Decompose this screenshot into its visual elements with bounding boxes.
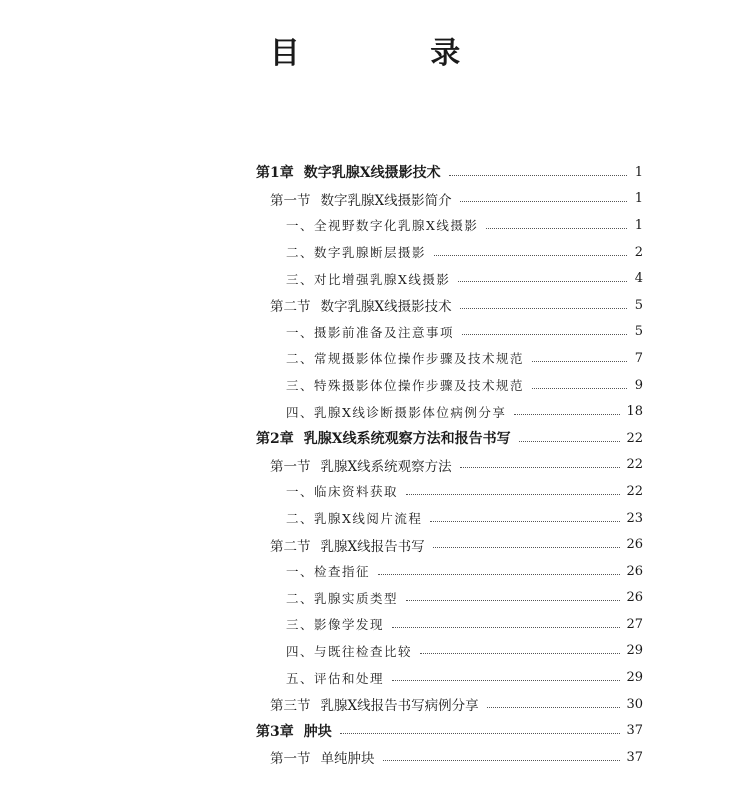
toc-entry-label [286,615,384,633]
toc-entry-page-number: 7 [634,350,643,366]
toc-entry-number: 三、 [286,378,315,394]
toc-entry-label [286,482,398,500]
toc-entry-label [270,747,375,767]
toc-entry-page-number: 30 [626,696,643,712]
toc-entry-number: 五、 [286,670,315,686]
toc-entry-section[interactable] [0,292,730,319]
toc-entry-label [286,669,384,687]
toc-entry-number: 二、 [286,351,315,367]
toc-entry-page-number: 5 [634,324,643,340]
dot-leader [430,521,620,522]
dot-leader [458,281,627,282]
toc-entry-title: 数字乳腺X线摄影技术 [320,299,452,316]
toc-entry-page-number: 4 [634,271,643,287]
dot-leader [392,627,620,628]
toc-entry-title: 全视野数字化乳腺X线摄影 [314,218,479,234]
dot-leader [433,547,621,548]
toc-entry-page-number: 27 [626,616,643,632]
toc-entry-label [286,562,370,580]
toc-entry-section[interactable] [0,691,730,718]
toc-entry-label [286,589,398,607]
toc-entry-title: 乳腺X线报告书写 [320,538,425,555]
toc-entry-item[interactable] [0,319,730,346]
toc-entry-title: 乳腺X线系统观察方法 [320,458,452,475]
toc-entry-page-number: 22 [626,483,643,499]
toc-entry-label [256,162,441,182]
toc-entry-label [270,189,452,209]
toc-entry-label [286,243,426,261]
toc-entry-item[interactable] [0,239,730,266]
toc-entry-title: 常规摄影体位操作步骤及技术规范 [314,351,525,367]
toc-entry-item[interactable] [0,265,730,292]
toc-entry-title: 影像学发现 [314,617,385,633]
toc-entry-page-number: 1 [634,217,643,233]
dot-leader [514,414,620,415]
dot-leader [486,228,627,229]
toc-entry-item[interactable] [0,345,730,372]
toc-entry-number: 一、 [286,324,315,340]
dot-leader [392,680,620,681]
toc-entry-page-number: 26 [626,590,643,606]
toc-entry-item[interactable] [0,478,730,505]
toc-entry-title: 数字乳腺X线摄影简介 [320,192,452,209]
toc-entry-page-number: 1 [634,164,643,180]
toc-entry-page-number: 37 [626,749,643,765]
toc-entry-page-number: 5 [634,297,643,313]
dot-leader [420,653,620,654]
toc-entry-label [286,376,524,394]
toc-entry-page-number: 2 [634,244,643,260]
toc-entry-number: 四、 [286,643,315,659]
toc-entry-label [256,428,511,448]
toc-entry-number: 一、 [286,484,315,500]
toc-entry-label [256,721,332,741]
toc-entry-section[interactable] [0,452,730,479]
toc-entry-title: 检查指征 [314,564,371,580]
dot-leader [519,441,621,442]
dot-leader [406,600,620,601]
toc-entry-number: 第三节 [270,698,311,715]
dot-leader [434,255,627,256]
dot-leader [460,467,621,468]
toc-entry-item[interactable] [0,611,730,638]
toc-entry-number: 第一节 [270,458,311,475]
toc-entry-chapter[interactable] [0,425,730,452]
toc-entry-number: 一、 [286,218,315,234]
toc-entry-number: 第二节 [270,299,311,316]
toc-entry-label [286,323,454,341]
page-title: 目 录 [269,36,521,71]
toc-entry-title: 乳腺X线阅片流程 [314,511,423,527]
toc-entry-number: 第一节 [270,751,311,768]
dot-leader [532,388,627,389]
toc-entry-label [286,216,478,234]
toc-entry-page-number: 29 [626,643,643,659]
toc-entry-number: 第3章 [256,723,294,740]
toc-entry-title: 临床资料获取 [314,484,399,500]
toc-entry-number: 三、 [286,271,315,287]
toc-entry-label [286,270,450,288]
toc-entry-page-number: 22 [626,457,643,473]
toc-entry-label [270,295,452,315]
toc-entry-number: 第2章 [256,431,294,448]
toc-entry-label [286,403,506,421]
toc-entry-title: 对比增强乳腺X线摄影 [314,271,451,287]
dot-leader [460,308,627,309]
toc-entry-title: 摄影前准备及注意事项 [314,324,455,340]
toc-entry-title: 乳腺实质类型 [314,590,399,606]
toc-entry-title: 乳腺X线系统观察方法和报告书写 [303,431,511,448]
dot-leader [406,494,620,495]
toc-entry-title: 单纯肿块 [320,751,375,768]
toc-entry-number: 第二节 [270,538,311,555]
toc-entry-title: 特殊摄影体位操作步骤及技术规范 [314,378,525,394]
toc-entry-number: 二、 [286,245,315,261]
dot-leader [449,175,627,176]
toc-entry-section[interactable] [0,186,730,213]
table-of-contents [0,159,730,771]
toc-entry-item[interactable] [0,372,730,399]
toc-entry-chapter[interactable] [0,717,730,744]
toc-entry-page-number: 37 [626,723,643,739]
toc-entry-number: 二、 [286,590,315,606]
toc-entry-item[interactable] [0,505,730,532]
toc-entry-title: 与既往检查比较 [314,643,413,659]
toc-entry-item[interactable] [0,212,730,239]
toc-entry-title: 肿块 [303,723,332,740]
toc-entry-item[interactable] [0,638,730,665]
dot-leader [532,361,627,362]
toc-entry-item[interactable] [0,585,730,612]
toc-entry-page-number: 26 [626,563,643,579]
toc-entry-title: 乳腺X线诊断摄影体位病例分享 [314,404,507,420]
toc-entry-page-number: 9 [634,377,643,393]
toc-entry-label [270,694,479,714]
toc-entry-title: 评估和处理 [314,670,385,686]
toc-entry-page-number: 23 [626,510,643,526]
dot-leader [340,733,621,734]
toc-entry-number: 一、 [286,564,315,580]
toc-entry-item[interactable] [0,558,730,585]
toc-entry-label [286,509,422,527]
dot-leader [460,201,627,202]
dot-leader [378,574,620,575]
toc-entry-label [286,349,524,367]
toc-entry-item[interactable] [0,664,730,691]
toc-entry-page-number: 18 [626,404,643,420]
toc-entry-page-number: 1 [634,191,643,207]
toc-entry-number: 二、 [286,511,315,527]
toc-entry-item[interactable] [0,398,730,425]
toc-entry-label [270,455,452,475]
toc-entry-number: 三、 [286,617,315,633]
toc-entry-section[interactable] [0,531,730,558]
toc-entry-label [286,642,412,660]
toc-entry-title: 数字乳腺断层摄影 [314,245,427,261]
toc-entry-number: 四、 [286,404,315,420]
dot-leader [462,334,627,335]
toc-entry-title: 数字乳腺X线摄影技术 [303,165,441,182]
toc-entry-page-number: 26 [626,537,643,553]
toc-entry-page-number: 22 [626,430,643,446]
dot-leader [383,760,621,761]
toc-entry-label [270,535,425,555]
dot-leader [487,707,621,708]
toc-entry-chapter[interactable] [0,159,730,186]
toc-entry-number: 第1章 [256,165,294,182]
toc-entry-section[interactable] [0,744,730,771]
toc-entry-page-number: 29 [626,670,643,686]
toc-entry-number: 第一节 [270,192,311,209]
toc-entry-title: 乳腺X线报告书写病例分享 [320,698,479,715]
